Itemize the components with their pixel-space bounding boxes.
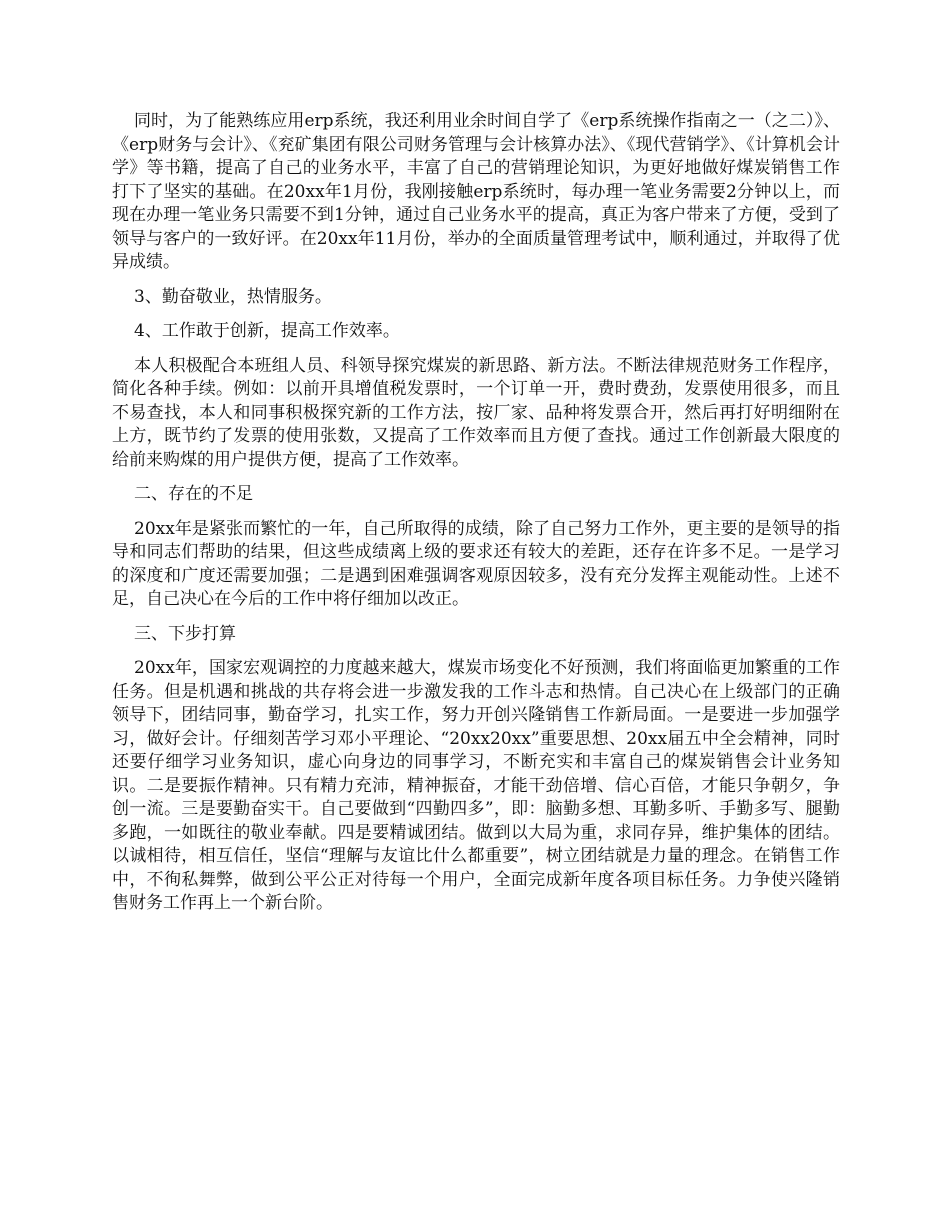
paragraph-next-plans: 20xx年，国家宏观调控的力度越来越大，煤炭市场变化不好预测，我们将面临更加繁重的工作任务。但是机遇和挑战的共存将会进一步激发我的工作斗志和热情。自己决心在上级部门的正确领导下，团结同事，勤奋学习，扎实工作，努力开创兴隆销售工作新局面。一是要进一步加强学习，做好会计。仔细刻苦学习邓小平理论、“20xx20xx”重要思想、20xx届五中全会精神，同时还要仔细学习业务知识，虚心向身边的同事学习，不断充实和丰富自己的煤炭销售会计业务知识。二是要振作精神。只有精力充沛，精神振奋，才能干劲倍增、信心百倍，才能只争朝夕，争创一流。三是要勤奋实干。自己要做到“四勤四多”，即：脑勤多想、耳勤多听、手勤多写、腿勤多跑，一如既往的敬业奉献。四是要精诚团结。做到以大局为重，求同存异，维护集体的团结。以诚相待，相互信任，坚信“理解与友谊比什么都重要”，树立团结就是力量的理念。在销售工作中，不徇私舞弊，做到公平公正对待每一个用户，全面完成新年度各项目标任务。力争使兴隆销售财务工作再上一个新台阶。 [112,658,840,913]
paragraph-self-study: 同时，为了能熟练应用erp系统，我还利用业余时间自学了《erp系统操作指南之一（之二）》、《erp财务与会计》、《兖矿集团有限公司财务管理与会计核算办法》、《现代营销学》、《计算机会计学》等书籍，提高了自己的业务水平，丰富了自己的营销理论知识，为更好地做好煤炭销售工作打下了坚实的基础。在20xx年1月份，我刚接触erp系统时，每办理一笔业务需要2分钟以上，而现在办理一笔业务只需要不到1分钟，通过自己业务水平的提高，真正为客户带来了方便，受到了领导与客户的一致好评。在20xx年11月份，举办的全面质量管理考试中，顺利通过，并取得了优异成绩。 [112,111,840,272]
paragraph-innovation: 本人积极配合本班组人员、科领导探究煤炭的新思路、新方法。不断法律规范财务工作程序，简化各种手续。例如：以前开具增值税发票时，一个订单一开，费时费劲，发票使用很多，而且不易查找，本人和同事积极探究新的工作方法，按厂家、品种将发票合开，然后再打好明细附在上方，既节约了发票的使用张数，又提高了工作效率而且方便了查找。通过工作创新最大限度的给前来购煤的用户提供方便，提高了工作效率。 [112,355,840,470]
heading-innovation: 4、工作敢于创新，提高工作效率。 [134,321,400,341]
document-body [112,110,840,927]
heading-diligent-service: 3、勤奋敬业，热情服务。 [134,286,332,307]
heading-next-plans: 三、下步打算 [134,623,236,644]
paragraph-shortcomings: 20xx年是紧张而繁忙的一年，自己所取得的成绩，除了自己努力工作外，更主要的是领导的指导和同志们帮助的结果，但这些成绩离上级的要求还有较大的差距，还存在许多不足。一是学习的深度和广度还需要加强；二是遇到困难强调客观原因较多，没有充分发挥主观能动性。上述不足，自己决心在今后的工作中将仔细加以改正。 [112,518,840,609]
heading-shortcomings: 二、存在的不足 [134,484,253,504]
